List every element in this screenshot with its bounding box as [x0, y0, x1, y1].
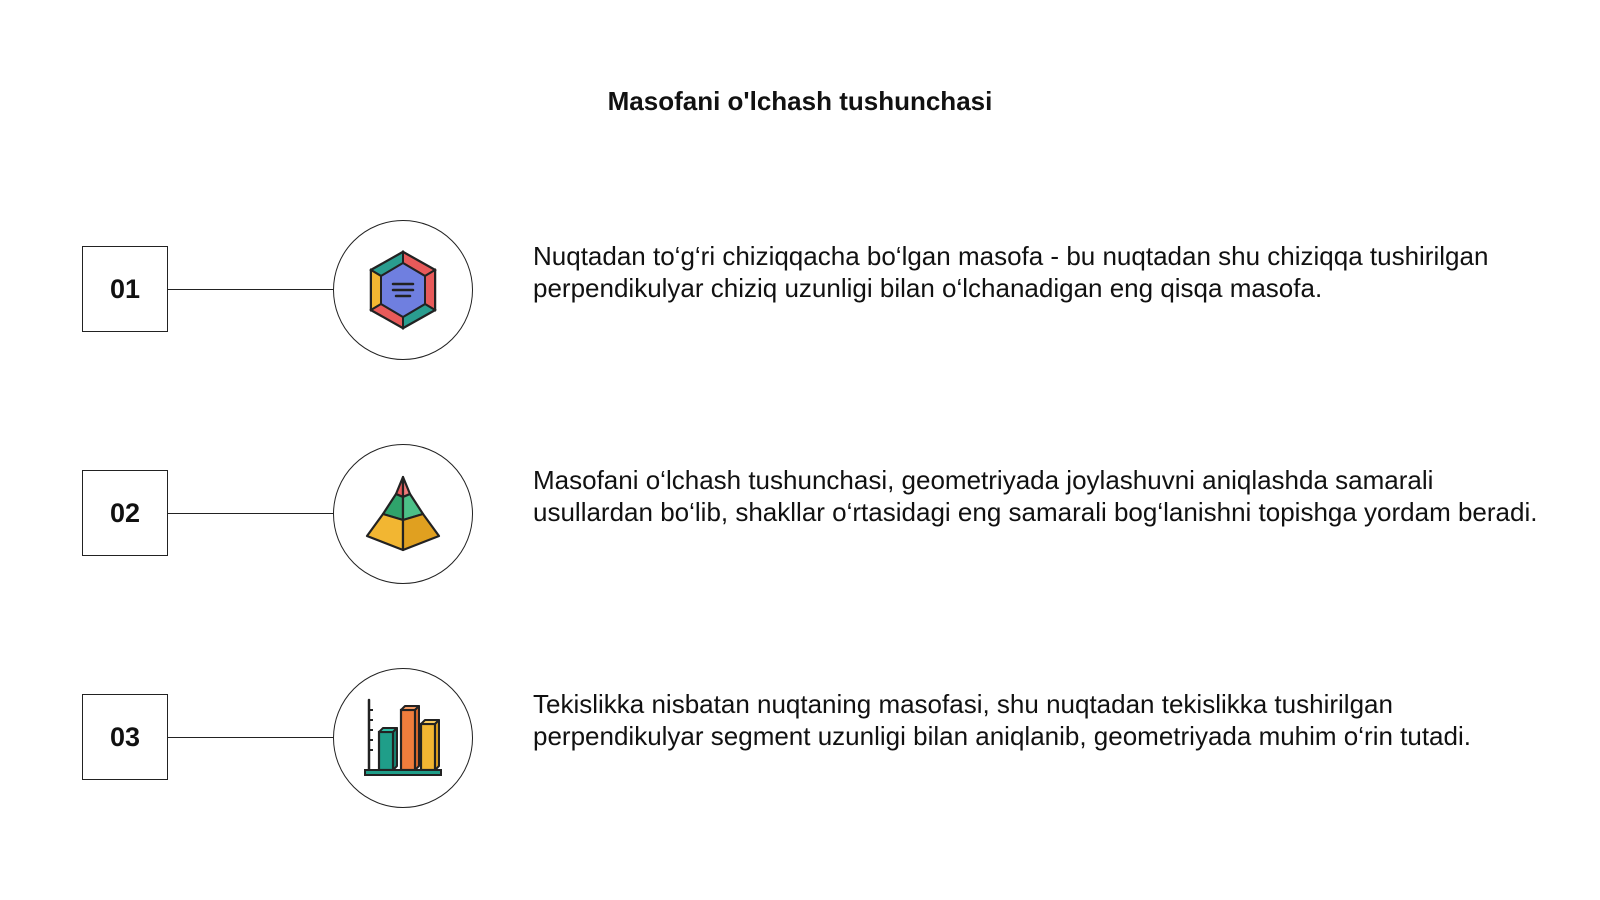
item-description: Masofani o‘lchash tushunchasi, geometriyada joylashuvni aniqlashda samarali usullardan bo‘lib, shakllar o‘rtasidagi eng samarali bog‘lanishni topishga yordam beradi. [533, 465, 1538, 527]
icon-circle [333, 668, 473, 808]
bar-chart-icon [363, 698, 443, 778]
connector-line [168, 513, 333, 514]
item-number-box: 02 [82, 470, 168, 556]
connector-line [168, 737, 333, 738]
item-description: Tekislikka nisbatan nuqtaning masofasi, shu nuqtadan tekislikka tushirilgan perpendikulyar segment uzunligi bilan aniqlanib, geometriyada muhim o‘rin tutadi. [533, 689, 1471, 751]
icon-circle [333, 220, 473, 360]
hexagon-layers-icon [367, 250, 439, 330]
item-description: Nuqtadan to‘g‘ri chiziqqacha bo‘lgan masofa - bu nuqtadan shu chiziqqa tushirilgan perpendikulyar chiziq uzunligi bilan o‘lchanadigan eng qisqa masofa. [533, 241, 1489, 303]
pyramid-icon [363, 474, 443, 554]
list-item [0, 444, 1600, 584]
list-item [0, 668, 1600, 808]
connector-line [168, 289, 333, 290]
item-number-box: 03 [82, 694, 168, 780]
page-title: Masofani o'lchash tushunchasi [607, 86, 993, 116]
icon-circle [333, 444, 473, 584]
item-number-box: 01 [82, 246, 168, 332]
list-item [0, 220, 1600, 360]
